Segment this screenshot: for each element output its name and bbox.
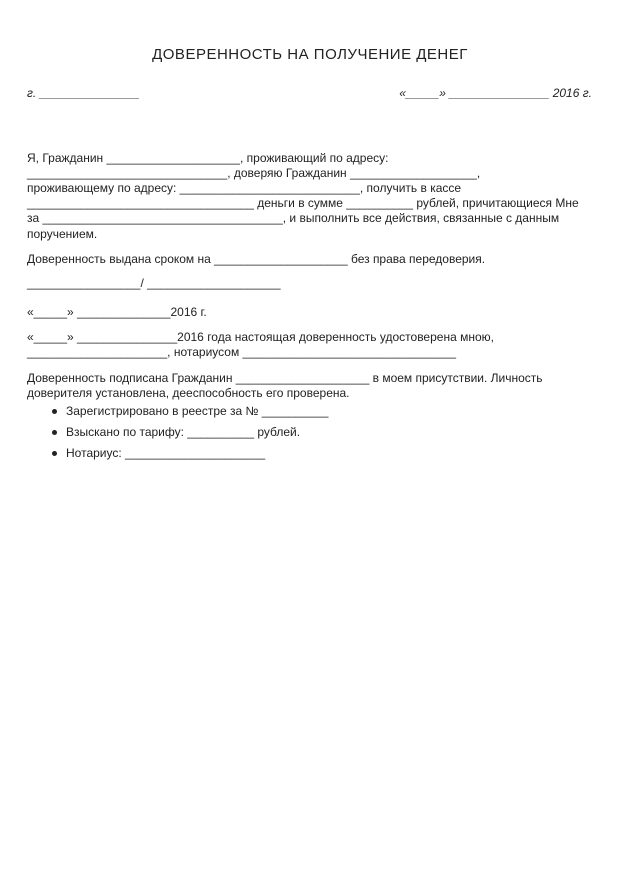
bullet-text-tariff: Взыскано по тарифу: __________ рублей. <box>66 425 301 439</box>
date-line-2: «_____» ______________2016 г. <box>27 305 207 319</box>
list-item <box>50 404 328 425</box>
document-title: ДОВЕРЕННОСТЬ НА ПОЛУЧЕНИЕ ДЕНЕГ <box>152 46 468 63</box>
signed-line-2: доверителя установлена, дееспособность его проверена. <box>27 386 350 400</box>
validity-line: Доверенность выдана сроком на ____________________ без права передоверия. <box>27 252 486 266</box>
bullet-dot-icon <box>52 451 57 456</box>
bullet-text-registry: Зарегистрировано в реестре за № __________ <box>66 404 329 418</box>
signature-line: _________________/ ____________________ <box>27 276 281 290</box>
paragraph1-line-4: __________________________________ деньги в сумме __________ рублей, причитающиеся Мне <box>27 196 579 210</box>
bullet-dot-icon <box>52 409 57 414</box>
paragraph1-line-2: ______________________________, доверяю Гражданин ___________________, <box>27 166 481 180</box>
signed-line-1: Доверенность подписана Гражданин ____________________ в моем присутствии. Личность <box>27 371 543 385</box>
paragraph1-line-5: за ____________________________________, и выполнить все действия, связанные с данным <box>27 211 560 225</box>
place-line: г. _______________ <box>27 86 140 100</box>
bullet-dot-icon <box>52 430 57 435</box>
notary-line-1: «_____» _______________2016 года настоящая доверенность удостоверена мною, <box>27 330 494 344</box>
paragraph1-line-3: проживающему по адресу: ___________________________, получить в кассе <box>27 181 462 195</box>
list-item <box>50 446 328 467</box>
paragraph1-line-6: поручением. <box>27 227 98 241</box>
notary-line-2: _____________________, нотариусом ________________________________ <box>27 345 457 359</box>
date-line: «_____» _______________ 2016 г. <box>399 86 592 100</box>
bullet-list <box>50 404 328 467</box>
paragraph1-line-1: Я, Гражданин ____________________, проживающий по адресу: <box>27 151 389 165</box>
list-item <box>50 425 328 446</box>
bullet-text-notary: Нотариус: _____________________ <box>66 446 266 460</box>
